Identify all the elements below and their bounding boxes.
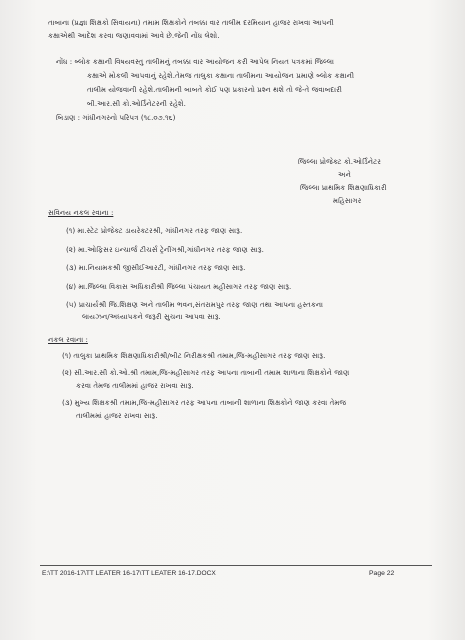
signature-line-3: જિલ્લા પ્રાથમિક શિક્ષણાધિકારી xyxy=(300,183,387,192)
copy-item-1: (૧) તાલુકા પ્રાથમિક શિક્ષણાધિકારીશ્રી/બીટ નિરીક્ષકશ્રી તમામ,જિ-મહીસાગર તરફ જાણ સારૂ. xyxy=(62,351,326,360)
copy-respectful-item-5: (૫) પ્રાચાર્યશ્રી જિ.શિક્ષણ અને તાલીમ ભવન,સંતરામપુર તરફ જાણ તથા આપના હસ્તકના xyxy=(66,300,324,309)
footer-page-number: Page 22 xyxy=(369,570,395,577)
copy-item-3-cont: તાલીમમાં હાજર રાખવા સારૂ. xyxy=(76,411,158,420)
copy-respectful-item-4: (૪) મા.જિલ્લા વિકાસ અધિકારીશ્રી જિલ્લા પંચાયત મહીસાગર તરફ જાણ સારૂ. xyxy=(66,282,292,291)
signature-line-1: જિલ્લા પ્રોજેક્ટ કો.ઓર્ડિનેટર xyxy=(298,157,382,166)
copy-respectful-heading: સવિનય નકલ રવાના : xyxy=(48,208,114,217)
copy-heading: નકલ રવાના : xyxy=(48,335,88,344)
copy-item-2: (૨) સી.આર.સી કો.ઓ.શ્રી તમામ,જિ-મહીસાગર તરફ આપના તાબાની તમામ શાળાના શિક્ષકોને જાણ xyxy=(62,368,350,377)
note-line-4: બી.આર.સી કો.ઓર્ડિનેટરની રહેશે. xyxy=(87,99,186,108)
copy-respectful-item-1: (૧) મા.સ્ટેટ પ્રોજેક્ટ ડાયરેક્ટરશ્રી, ગાંધીનગર તરફ જાણ સારૂ. xyxy=(66,226,243,235)
copy-respectful-item-5-cont: લાયઝન/અધ્યાપકને જરૂરી સુચના આપવા સારૂ. xyxy=(82,312,221,321)
copy-respectful-item-2: (૨) મા.ઓફિસર ઇન્ચાર્જ ટીચર્સ ટ્રેનીંગશ્રી,ગાંધીનગર તરફ જાણ સારૂ. xyxy=(66,245,264,254)
note-line-2: કક્ષાએ મોકલી આપવાનું રહેશે.તેમજ તાલુકા કક્ષાના તાલીમના આયોજન પ્રમાણે બ્લોક કક્ષાની xyxy=(87,71,355,80)
signature-line-4: મહિસાગર xyxy=(333,196,362,205)
copy-item-3: (૩) મુખ્ય શિક્ષકશ્રી તમામ,જિ-મહીસાગર તરફ આપના તાબાની શાળાના શિક્ષકોને જાણ કરવા તેમજ xyxy=(62,398,347,407)
intro-line-1: તાબાના (પ્રજ્ઞા શિક્ષકો સિવાયના) તમામ શિક્ષકોને તબક્કા વાર તાલીમ દરમિયાન હાજર રાખવા આપની xyxy=(48,18,334,27)
signature-line-2: અને xyxy=(338,170,351,179)
note-line-1: નોંધ : બ્લોક કક્ષાની વિષયવસ્તુ તાલીમનું તબક્કા વાર આયોજન કરી આપેલ નિયત પત્રકમાં જિલ્લા xyxy=(56,57,334,66)
note-line-3: તાલીમ યોજવાની રહેશે.તાલીમની બાબતે કોઈ પણ પ્રકારનો પ્રશ્ન થશે તો જે-તે જવાબદારી xyxy=(87,85,342,94)
footer-divider xyxy=(40,565,432,566)
copy-item-2-cont: કરવા તેમજ તાલીમમાં હાજર રાખવા સારૂ. xyxy=(76,381,194,390)
intro-line-2: કક્ષાએથી આદેશ કરવા જણાવવામાં આવે છે.જેની નોંધ લેશો. xyxy=(48,31,220,40)
footer-file-path: E:\TT 2016-17\TT LEATER 16-17\TT LEATER 16-17.DOCX xyxy=(42,570,216,577)
reference-line: બિડાણ : ગાંધીનગરનો પરિપત્ર (૧૮.૦૭.૧૬) xyxy=(56,113,176,122)
copy-respectful-item-3: (૩) મા.નિયામકશ્રી જીસીઈઆરટી, ગાંધીનગર તરફ જાણ સારૂ. xyxy=(66,263,246,272)
